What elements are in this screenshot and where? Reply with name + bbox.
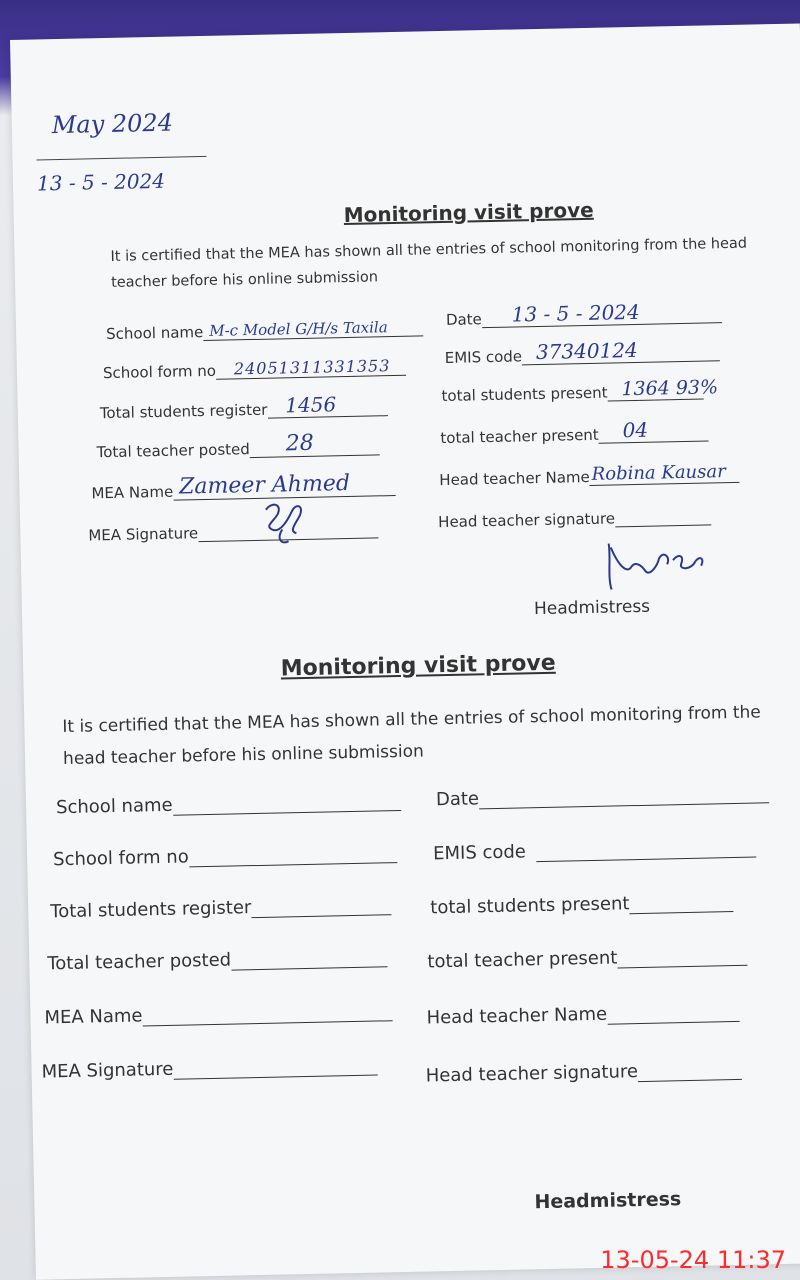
- field-total-teacher-posted: [96, 430, 379, 462]
- label-b-head-teacher-signature: Head teacher signature: [425, 1061, 639, 1087]
- blank-b-total-students-register[interactable]: [251, 894, 391, 918]
- blank-date[interactable]: [482, 299, 722, 329]
- value-total-students-present: 1364 93%: [621, 376, 719, 401]
- handwritten-month: May 2024: [51, 108, 174, 140]
- label-mea-name: MEA Name: [91, 482, 174, 503]
- blank-b-school-name[interactable]: [172, 790, 400, 816]
- blank-b-head-teacher-name[interactable]: [607, 1001, 739, 1025]
- form-top-title: Monitoring visit prove: [343, 197, 594, 228]
- label-b-emis-code: EMIS code: [432, 841, 527, 865]
- blank-total-teacher-posted[interactable]: [250, 430, 380, 458]
- field-b-mea-signature: [41, 1055, 377, 1083]
- form-top-headmistress: Headmistress: [533, 596, 651, 620]
- camera-timestamp: 13-05-24 11:37: [600, 1246, 786, 1274]
- value-school-form-no: 24051311331353: [233, 356, 391, 379]
- field-b-total-teacher-present: [427, 945, 747, 973]
- label-school-form-no: School form no: [102, 361, 217, 383]
- field-head-teacher-name: [439, 461, 740, 490]
- field-b-school-name: [56, 790, 401, 818]
- field-b-emis-code: [433, 837, 756, 865]
- blank-b-total-teacher-posted[interactable]: [231, 947, 387, 971]
- handwritten-date: 13 - 5 - 2024: [36, 168, 166, 196]
- blank-head-teacher-name[interactable]: [590, 461, 740, 486]
- field-b-head-teacher-name: [426, 1001, 739, 1029]
- field-total-students-register: [99, 392, 388, 423]
- label-school-name: School name: [105, 323, 204, 344]
- field-mea-signature: [88, 520, 378, 544]
- label-b-mea-name: MEA Name: [44, 1005, 143, 1029]
- blank-total-students-register[interactable]: [267, 392, 387, 419]
- blank-b-head-teacher-signature[interactable]: [638, 1059, 742, 1082]
- blank-b-total-teacher-present[interactable]: [617, 945, 747, 969]
- blank-total-teacher-present[interactable]: [599, 417, 709, 444]
- field-b-head-teacher-signature: [426, 1059, 743, 1087]
- blank-school-form-no[interactable]: [216, 358, 406, 379]
- form-bottom-headmistress: Headmistress: [534, 1188, 682, 1214]
- value-school-name: M-c Model G/H/s Taxila: [209, 318, 388, 340]
- value-head-teacher-name: Robina Kausar: [591, 461, 726, 485]
- document-page: [10, 23, 800, 1279]
- label-total-students-present: total students present: [441, 383, 608, 406]
- blank-b-total-students-present[interactable]: [629, 891, 733, 914]
- label-total-teacher-present: total teacher present: [440, 425, 599, 448]
- form-bottom-title: Monitoring visit prove: [280, 650, 556, 682]
- label-b-school-form-no: School form no: [52, 846, 189, 871]
- blank-mea-signature[interactable]: [198, 521, 378, 542]
- mea-signature-mark: [257, 498, 318, 549]
- form-bottom-certification: It is certified that the MEA has shown all the entries of school monitoring from the head teacher before his online submission: [62, 702, 761, 770]
- blank-mea-name[interactable]: [173, 470, 395, 501]
- label-total-students-register: Total students register: [99, 400, 268, 423]
- field-b-mea-name: [44, 1000, 392, 1028]
- value-date: 13 - 5 - 2024: [511, 299, 640, 327]
- label-date: Date: [445, 310, 482, 329]
- label-b-total-students-present: total students present: [430, 893, 630, 919]
- field-head-teacher-signature: [438, 507, 711, 531]
- field-date: [445, 299, 722, 329]
- field-school-form-no: [103, 358, 406, 382]
- field-emis-code: [444, 337, 721, 367]
- form-top-certification: It is certified that the MEA has shown all the entries of school monitoring from the head teacher before his online submission: [110, 235, 748, 291]
- note-divider: [37, 156, 207, 161]
- field-b-total-students-register: [50, 894, 391, 922]
- label-b-head-teacher-name: Head teacher Name: [426, 1003, 608, 1029]
- value-total-teacher-present: 04: [622, 417, 649, 443]
- label-b-total-students-register: Total students register: [50, 897, 252, 923]
- field-total-teacher-present: [440, 417, 709, 448]
- field-b-date: [436, 782, 769, 810]
- blank-emis-code[interactable]: [522, 337, 720, 366]
- label-mea-signature: MEA Signature: [88, 524, 199, 545]
- value-emis-code: 37340124: [535, 337, 638, 365]
- value-total-teacher-posted: 28: [285, 430, 314, 457]
- label-b-date: Date: [435, 788, 480, 811]
- label-head-teacher-signature: Head teacher signature: [438, 509, 616, 532]
- blank-head-teacher-signature[interactable]: [615, 508, 711, 528]
- headmistress-signature-mark: [601, 535, 712, 597]
- blank-b-mea-signature[interactable]: [173, 1055, 377, 1080]
- field-mea-name: [91, 470, 395, 503]
- label-head-teacher-name: Head teacher Name: [439, 467, 590, 490]
- label-b-mea-signature: MEA Signature: [41, 1058, 174, 1083]
- label-b-school-name: School name: [55, 794, 173, 819]
- blank-total-students-present[interactable]: [607, 376, 719, 402]
- field-b-school-form-no: [53, 842, 397, 870]
- blank-school-name[interactable]: [203, 319, 423, 341]
- label-b-total-teacher-posted: Total teacher posted: [47, 949, 232, 975]
- value-mea-name: Zameer Ahmed: [178, 470, 351, 500]
- blank-b-date[interactable]: [479, 782, 769, 809]
- value-total-students-register: 1456: [285, 392, 337, 418]
- blank-b-emis-code[interactable]: [536, 837, 756, 862]
- blank-b-mea-name[interactable]: [142, 1000, 392, 1026]
- label-total-teacher-posted: Total teacher posted: [96, 440, 250, 462]
- blank-b-school-form-no[interactable]: [189, 842, 397, 867]
- field-b-total-teacher-posted: [47, 946, 387, 974]
- label-emis-code: EMIS code: [444, 347, 523, 367]
- field-total-students-present: [441, 376, 719, 406]
- field-school-name: [106, 318, 423, 343]
- field-b-total-students-present: [430, 891, 734, 918]
- label-b-total-teacher-present: total teacher present: [427, 947, 618, 973]
